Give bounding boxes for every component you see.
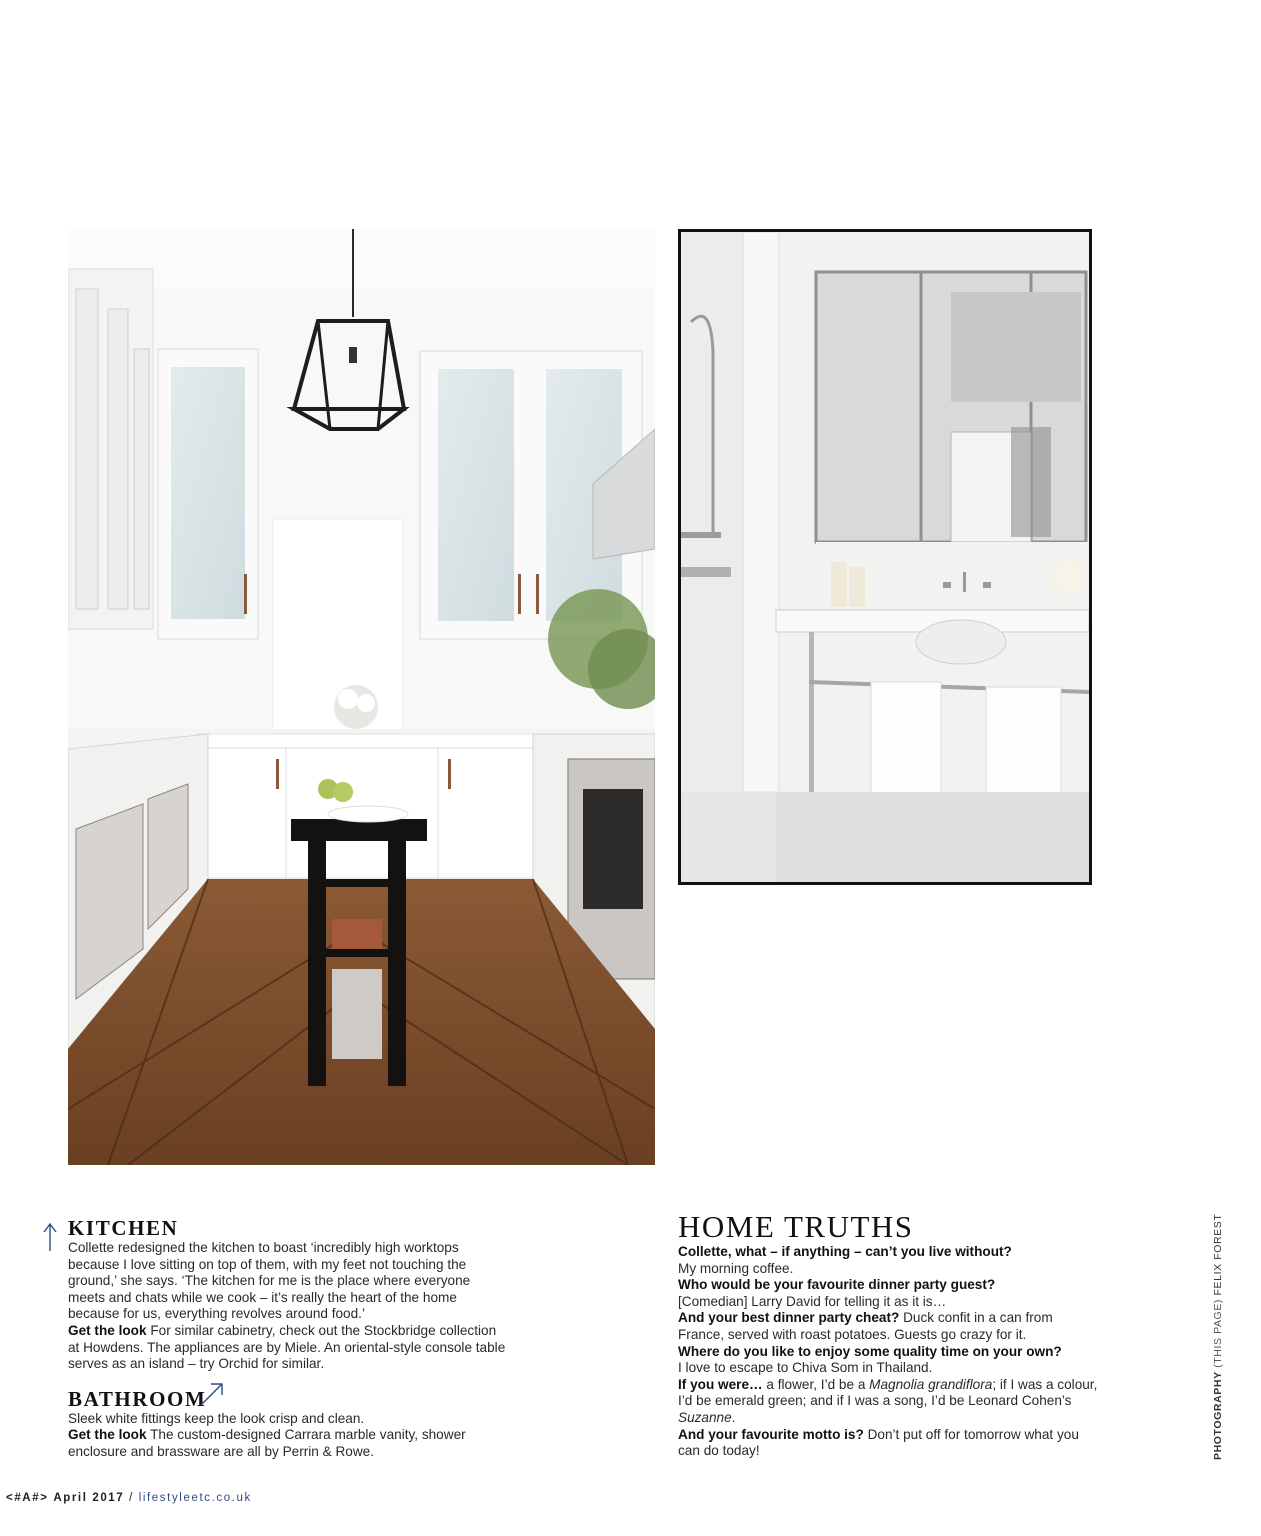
footer-separator: / — [124, 1492, 139, 1504]
answer-1: My morning coffee. — [678, 1260, 794, 1276]
website-link[interactable]: lifestyleetc.co.uk — [138, 1492, 252, 1504]
bathroom-get-the-look-text: The custom-designed Carrara marble vanity, shower enclosure and brassware are all by Perrin & Rowe. — [68, 1427, 466, 1459]
left-text-column — [68, 1216, 508, 1461]
answer-5-part-1: a flower, I’d be a — [762, 1376, 870, 1392]
question-1: Collette, what – if anything – can’t you live without? — [678, 1244, 1012, 1259]
qa-list — [678, 1244, 1098, 1460]
page-number: <#A#> — [6, 1492, 49, 1504]
answer-5-part-3: . — [731, 1409, 736, 1425]
question-6: And your favourite motto is? — [678, 1426, 864, 1442]
arrow-up-icon — [42, 1222, 58, 1252]
answer-5-italic-1: Magnolia grandiflora — [869, 1376, 993, 1392]
home-truths-title: HOME TRUTHS — [678, 1209, 914, 1244]
get-the-look-label: Get the look — [68, 1427, 147, 1443]
kitchen-photo — [68, 229, 655, 1165]
kitchen-body: Collette redesigned the kitchen to boast ‘incredibly high worktops because I love sitting on top of them, with my feet not touching the ground,’ she says. ‘The kitchen for me is the place where everyone meets and chats while we cook – it’s really the heart of the home because for us, everything revolves around food.’ — [68, 1240, 471, 1322]
qa-item-6 — [678, 1427, 1098, 1460]
answer-3: Duck confit in a can from France, served with roast potatoes. Guests go crazy for it. — [678, 1310, 1053, 1342]
answer-2: [Comedian] Larry David for telling it as it is… — [678, 1293, 947, 1309]
credit-note: (THIS PAGE) — [1212, 1295, 1224, 1372]
get-the-look-label: Get the look — [68, 1322, 147, 1338]
credit-name: FELIX FOREST — [1212, 1213, 1224, 1296]
kitchen-section — [68, 1216, 508, 1373]
kitchen-heading: KITCHEN — [68, 1216, 179, 1240]
bathroom-section — [68, 1387, 508, 1461]
kitchen-get-the-look — [68, 1323, 508, 1373]
answer-6: Don’t put off for tomorrow what you can do today! — [678, 1426, 1079, 1459]
bathroom-photo — [678, 229, 1092, 885]
bathroom-heading: BATHROOM — [68, 1386, 207, 1411]
issue-date: April 2017 — [53, 1492, 125, 1504]
photography-credit — [1212, 1214, 1224, 1460]
answer-4: I love to escape to Chiva Som in Thailand. — [678, 1360, 933, 1376]
question-5: If you were… — [678, 1376, 763, 1392]
bathroom-body: Sleek white fittings keep the look crisp and clean. — [68, 1410, 365, 1426]
qa-item-3 — [678, 1310, 1098, 1343]
question-3: And your best dinner party cheat? — [678, 1310, 900, 1326]
answer-5-italic-2: Suzanne — [678, 1409, 732, 1425]
page-footer — [6, 1492, 252, 1504]
answer-5-part-2: ; if I was a colour, I’d be emerald green; and if I was a song, I’d be Leonard Cohen’s — [678, 1376, 1098, 1409]
question-2: Who would be your favourite dinner party guest? — [678, 1277, 996, 1293]
bathroom-heading-wrap — [68, 1387, 508, 1411]
home-truths-column — [678, 1210, 1098, 1460]
bathroom-get-the-look — [68, 1427, 508, 1460]
credit-label: PHOTOGRAPHY — [1212, 1371, 1224, 1460]
kitchen-get-the-look-text: For similar cabinetry, check out the Stockbridge collection at Howdens. The appliances are by Miele. An oriental-style console table serves as an island – try Orchid for similar. — [68, 1322, 506, 1372]
question-4: Where do you like to enjoy some quality time on your own? — [678, 1343, 1062, 1359]
qa-item-5 — [678, 1377, 1098, 1427]
arrow-up-right-icon — [199, 1381, 225, 1407]
